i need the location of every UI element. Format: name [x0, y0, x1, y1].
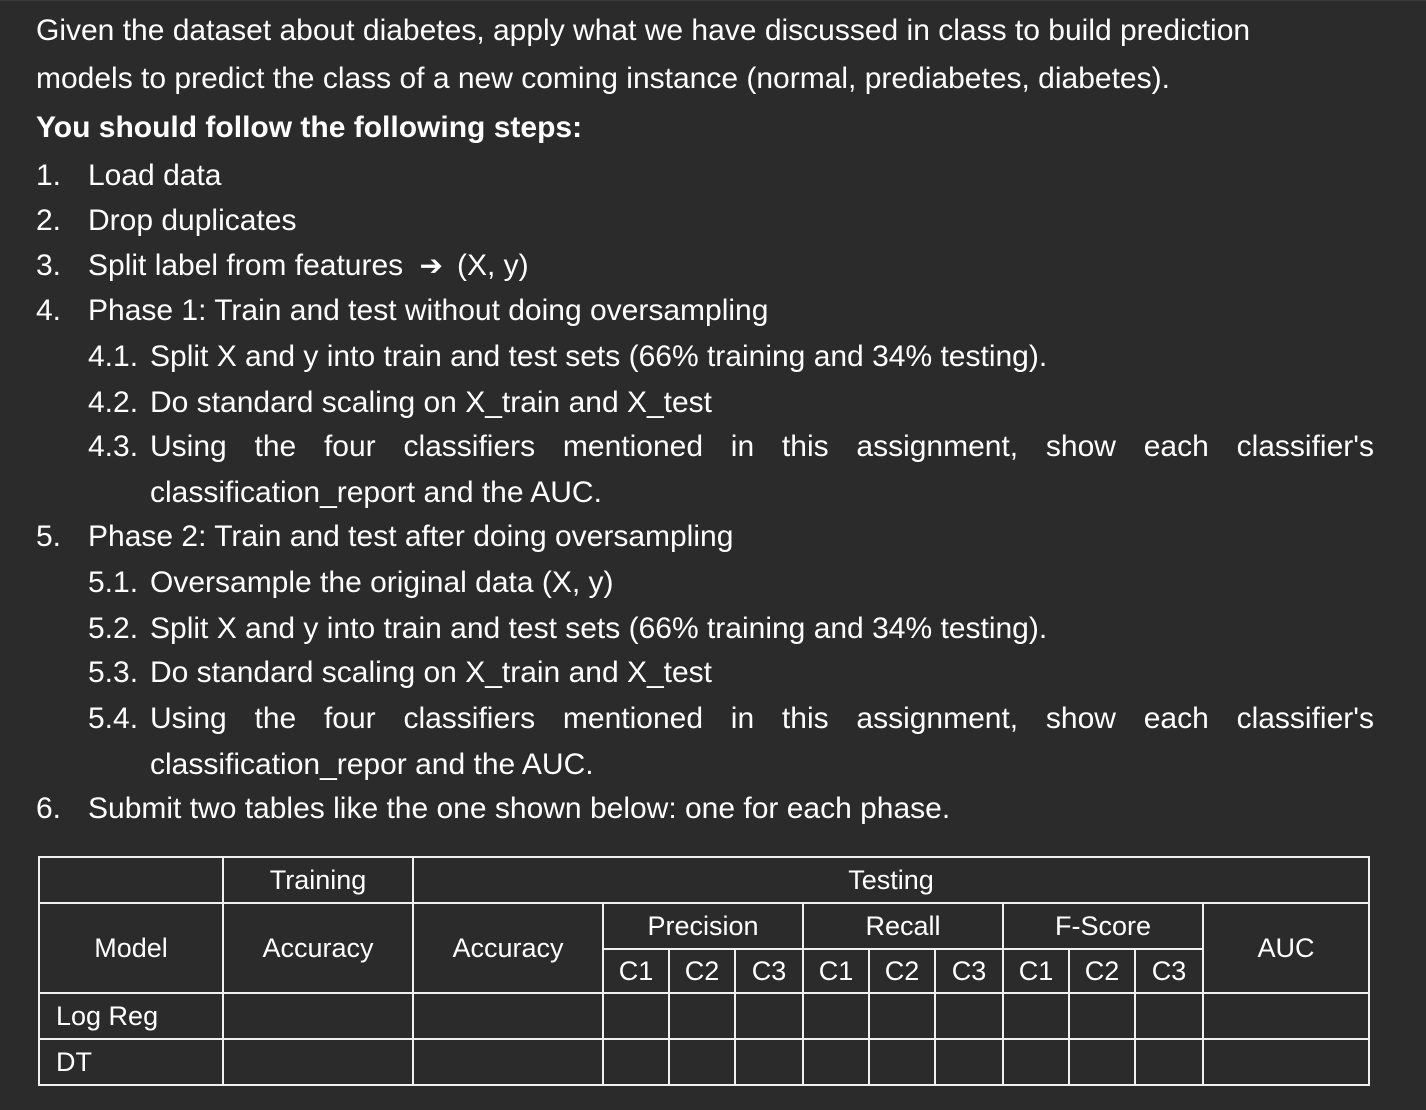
substep-4-2	[88, 385, 712, 421]
step-number: 3.	[36, 249, 62, 282]
header-recall-c2: C2	[869, 949, 935, 993]
substep-text: Do standard scaling on X_train and X_test	[150, 386, 713, 419]
empty-cell	[1069, 1039, 1135, 1085]
step-number: 5.	[36, 520, 62, 553]
substep-number: 4.1.	[88, 340, 139, 373]
step-5	[36, 519, 733, 555]
row-model-log-reg: Log Reg	[39, 993, 223, 1039]
header-testing-accuracy: Accuracy	[413, 903, 603, 993]
substep-text: Using the four classifiers mentioned in this assignment, show each classifier's	[150, 430, 1374, 463]
empty-cell	[1135, 993, 1203, 1039]
step-text-after-arrow: (X, y)	[456, 249, 529, 282]
empty-cell	[413, 993, 603, 1039]
empty-cell	[1203, 1039, 1369, 1085]
substep-number: 4.3.	[88, 430, 139, 463]
step-number: 4.	[36, 294, 62, 327]
empty-cell	[1003, 1039, 1069, 1085]
substep-number: 5.1.	[88, 566, 139, 599]
empty-cell	[1069, 993, 1135, 1039]
header-precision-c3: C3	[735, 949, 803, 993]
substep-number: 5.2.	[88, 612, 139, 645]
substep-number: 4.2.	[88, 386, 139, 419]
header-precision-c2: C2	[669, 949, 735, 993]
substep-4-3-continuation: classification_report and the AUC.	[150, 476, 602, 509]
step-text: Phase 1: Train and test without doing oversampling	[88, 294, 769, 327]
substep-number: 5.4.	[88, 702, 139, 735]
substep-text: Split X and y into train and test sets (66% training and 34% testing).	[150, 612, 1048, 645]
empty-cell	[223, 1039, 413, 1085]
step-text: Load data	[88, 159, 222, 192]
step-3	[36, 248, 529, 284]
substep-5-4-continuation: classification_repor and the AUC.	[150, 748, 594, 781]
substep-4-3	[88, 429, 1374, 465]
empty-cell	[803, 993, 869, 1039]
empty-cell	[669, 1039, 735, 1085]
empty-cell	[413, 1039, 603, 1085]
header-recall-c3: C3	[935, 949, 1003, 993]
substep-4-1	[88, 339, 1047, 375]
empty-cell	[669, 993, 735, 1039]
header-fscore-c3: C3	[1135, 949, 1203, 993]
header-fscore: F-Score	[1003, 903, 1203, 949]
substep-5-1	[88, 565, 614, 601]
empty-cell	[1003, 993, 1069, 1039]
substep-5-4	[88, 701, 1374, 737]
step-text: Drop duplicates	[88, 204, 297, 237]
empty-cell	[1135, 1039, 1203, 1085]
header-precision: Precision	[603, 903, 803, 949]
header-training: Training	[223, 857, 413, 903]
intro-line-1: Given the dataset about diabetes, apply what we have discussed in class to build prediction	[36, 14, 1251, 47]
step-text: Phase 2: Train and test after doing oversampling	[88, 520, 734, 553]
step-number: 2.	[36, 204, 62, 237]
step-number: 6.	[36, 792, 62, 825]
empty-cell	[735, 993, 803, 1039]
substep-text: Oversample the original data (X, y)	[150, 566, 614, 599]
header-auc: AUC	[1203, 903, 1369, 993]
header-empty-cell	[39, 857, 223, 903]
intro-line-2: models to predict the class of a new coming instance (normal, prediabetes, diabetes).	[36, 62, 1170, 95]
empty-cell	[1203, 993, 1369, 1039]
header-fscore-c2: C2	[1069, 949, 1135, 993]
substep-text: Using the four classifiers mentioned in this assignment, show each classifier's	[150, 702, 1374, 735]
step-6	[36, 791, 950, 827]
table-row	[39, 1039, 1369, 1085]
header-fscore-c1: C1	[1003, 949, 1069, 993]
empty-cell	[735, 1039, 803, 1085]
step-number: 1.	[36, 159, 62, 192]
substep-number: 5.3.	[88, 656, 139, 689]
empty-cell	[869, 993, 935, 1039]
step-2	[36, 203, 296, 239]
empty-cell	[603, 1039, 669, 1085]
substep-text: Do standard scaling on X_train and X_test	[150, 656, 713, 689]
header-testing: Testing	[413, 857, 1369, 903]
table-row	[39, 993, 1369, 1039]
step-4	[36, 293, 768, 329]
header-recall: Recall	[803, 903, 1003, 949]
empty-cell	[869, 1039, 935, 1085]
header-model: Model	[39, 903, 223, 993]
empty-cell	[223, 993, 413, 1039]
right-arrow-icon: ➔	[419, 250, 443, 281]
header-precision-c1: C1	[603, 949, 669, 993]
empty-cell	[935, 1039, 1003, 1085]
step-text: Submit two tables like the one shown below: one for each phase.	[88, 792, 951, 825]
steps-heading: You should follow the following steps:	[36, 111, 583, 144]
empty-cell	[803, 1039, 869, 1085]
results-table-template	[38, 856, 1370, 1086]
substep-5-3	[88, 655, 712, 691]
header-recall-c1: C1	[803, 949, 869, 993]
substep-5-2	[88, 611, 1047, 647]
empty-cell	[603, 993, 669, 1039]
empty-cell	[935, 993, 1003, 1039]
step-text: Split label from features	[88, 249, 404, 282]
row-model-dt: DT	[39, 1039, 223, 1085]
step-1	[36, 158, 221, 194]
substep-text: Split X and y into train and test sets (66% training and 34% testing).	[150, 340, 1048, 373]
header-training-accuracy: Accuracy	[223, 903, 413, 993]
top-border	[0, 0, 1426, 1]
